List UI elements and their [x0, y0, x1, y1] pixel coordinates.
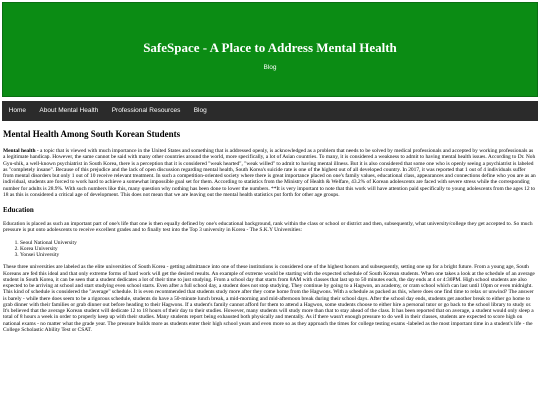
main-nav: [2, 101, 538, 121]
intro-paragraph: [3, 148, 537, 198]
site-subtitle: Blog: [263, 64, 277, 71]
nav-about-mental-health[interactable]: About Mental Health: [39, 107, 99, 114]
education-heading: Education: [3, 206, 34, 214]
site-title: SafeSpace - A Place to Address Mental Health: [143, 40, 397, 55]
education-paragraph-2: These three universities are labeled as the elite universities of South Korea - getting admittance into one of these institutions is considered one of the highest honors and subsequently, setting one up for a bright future. From a young age, South Koreans are fed this ideal and that only extreme forms of hard work will get the desired results. An example of extreme would be starting with the expected schedule of South Korean students. When one takes a look at the schedule of an average student in South Korea, it can be seen that a student dedicates a lot of their time to just studying. From a school day that starts from 8AM with classes that last up to 50 minutes each, the day ends at 4 or 4:30PM. High school students are also expected to be arriving at school and start studying even school starts. Even after a full school day, a student does not stop studying. They continue by going to a Hagwon, an academy, or cram school which can last until 10pm or even midnight. This kind of schedule is considered the "average" schedule. It is even recommended that students study more after they come home from the Hagwons. With a schedule as packed as this, where does one find time to relax or unwind? The answer is barely - while there does seem to be a rigorous schedule, students do have a 50-minute lunch break, a mid-morning and mid-afternoon break during their school days. After the school day ends, students get another break to either go home to grab dinner with their families or grab dinner out before heading to their Hagwons. If a student's family cannot afford for them to attend a Hagwon, some students choose to either hire a personal tutor or go back to the school library to study or. It's believed that the average Korean student will dedicate 12 to 18 hours of their day to their studies. However, many students will study more than that to stay ahead of the class. It has been reported that on average, a student would only sleep a total of 8 hours a week in order to properly keep up with their studies. Many students report being exhausted both physically and mentally. As if there wasn't enough pressure to do well in their classes, students are expected to score high on national exams - no matter what the grade year. The pressure builds more as students enter their high school years and even more so as they approach the times for college testing exams -labeled as the most important time in a student's life - the College Scholastic Ability Test or CSAT.: [3, 264, 535, 333]
education-paragraph-1: Education is placed as such an important part of one's life that one is then equally defined by one's educational background, rank within the class or school or district and then, subsequently, what university/college they get accepted to. So much pressure is put onto adolescents to receive excellent grades and to finally test into the Top 3 university in Korea - The S.K.Y Universities:: [3, 221, 533, 234]
list-item: 3. Yonsei University: [20, 252, 537, 258]
nav-home[interactable]: Home: [8, 107, 27, 114]
intro-term: Mental health: [3, 148, 36, 154]
intro-text: - a topic that is viewed with much importance in the United States and something that is addressed openly, is acknowledged as a problem that needs to be solved by medical professionals and accepted by working professionals as a legitimate handicap. However, the same cannot be said with many other countries around the world, more specifically, a lot of Asian countries. To many, it is considered a weakness to admit to having mental health issues. According to Dr. Noh Gyu-shik, a well-known psychiatrist in South Korea, there is a perception that it is considered "weak hearted", "weak willed" to admit to having mental illness. But it is also considered that some one who is openly seeing a psychiatrist is labeled as "completely insane". Because of this prejudice and the lack of open discussion regarding mental health, South Korea's suicide rate is one of the highest out of all developed country. In 2017, it was reported that 1 out of 4 individuals suffer from mental disorders but only 1 out of 10 receive relevant treatment. In such a competition-oriented society where there is great importance placed on one's family values, educational class, appearances and connections define who you are as an individual, students are forced to work hard to achieve a somewhat impossible goal set for them. According to statistics from the Ministry of Health & Welfare, 43.2% of Korean adolescents are faced with severe stress while the corresponding number for adults is 28.9%. With such numbers like this, many question why nothing has been done to lower the numbers. **It is very important to note that this work will have attention paid specifically to young adolescents from the ages 12 to 18 as this is considered a critical age of development. This does not mean that we are leaving out the mental health statistics put forth for other age groups.: [3, 148, 536, 198]
article-title: Mental Health Among South Korean Students: [3, 129, 181, 139]
nav-blog[interactable]: Blog: [193, 107, 207, 114]
list-item: 2. Korea University: [20, 246, 537, 252]
list-item: 1. Seoul National University: [20, 240, 537, 246]
university-list: [3, 240, 537, 259]
article: [3, 122, 537, 333]
nav-professional-resources[interactable]: Professional Resources: [111, 107, 181, 114]
site-header: [2, 2, 538, 97]
